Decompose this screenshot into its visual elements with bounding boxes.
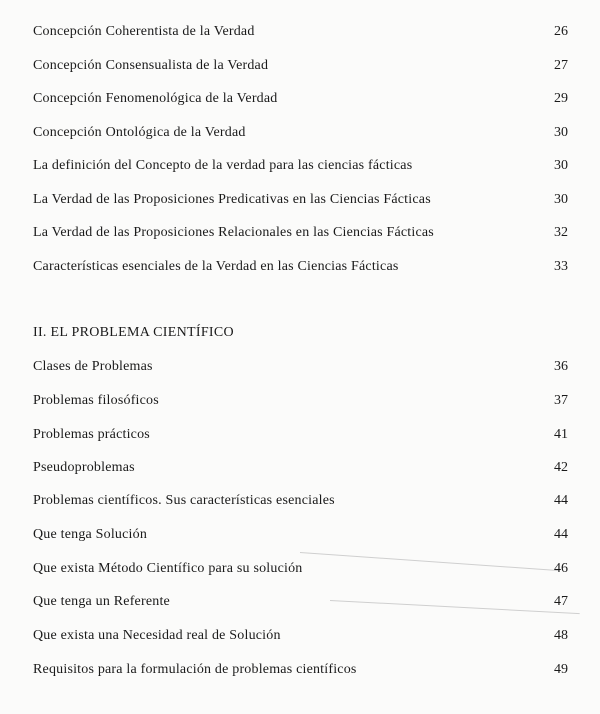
toc-entry-title: Que exista Método Científico para su solución [33, 561, 303, 576]
toc-entry [0, 158, 600, 180]
toc-entry [0, 427, 600, 449]
toc-entry [0, 460, 600, 482]
toc-entry [0, 192, 600, 214]
toc-entry-page: 27 [554, 58, 568, 73]
toc-entry-page: 46 [554, 561, 568, 576]
toc-entry-page: 33 [554, 259, 568, 274]
toc-entry-title: Concepción Fenomenológica de la Verdad [33, 91, 278, 106]
section-heading: II. EL PROBLEMA CIENTÍFICO [33, 325, 234, 340]
toc-entry-page: 47 [554, 594, 568, 609]
toc-entry-title: La Verdad de las Proposiciones Predicativas en las Ciencias Fácticas [33, 192, 431, 207]
toc-entry-title: La Verdad de las Proposiciones Relacionales en las Ciencias Fácticas [33, 225, 434, 240]
toc-entry-title: Características esenciales de la Verdad en las Ciencias Fácticas [33, 259, 399, 274]
toc-entry-page: 32 [554, 225, 568, 240]
toc-entry-page: 49 [554, 662, 568, 677]
toc-entry-title: Concepción Coherentista de la Verdad [33, 24, 255, 39]
toc-entry-page: 30 [554, 158, 568, 173]
toc-entry-title: Que tenga Solución [33, 527, 148, 542]
toc-entry [0, 594, 600, 616]
toc-entry [0, 125, 600, 147]
toc-entry-title: La definición del Concepto de la verdad para las ciencias fácticas [33, 158, 413, 173]
toc-entry-page: 36 [554, 359, 568, 374]
toc-entry-page: 41 [554, 427, 568, 442]
toc-entry-page: 48 [554, 628, 568, 643]
toc-entry-page: 44 [554, 527, 568, 542]
toc-entry-title: Concepción Consensualista de la Verdad [33, 58, 269, 73]
toc-entry-page: 37 [554, 393, 568, 408]
toc-entry-page: 26 [554, 24, 568, 39]
toc-entry-page: 30 [554, 192, 568, 207]
toc-entry [0, 359, 600, 381]
toc-entry-page: 30 [554, 125, 568, 140]
toc-entry [0, 259, 600, 281]
toc-entry-title: Problemas prácticos [33, 427, 150, 442]
toc-entry-title: Clases de Problemas [33, 359, 153, 374]
toc-entry [0, 493, 600, 515]
toc-entry-title: Que tenga un Referente [33, 594, 170, 609]
toc-entry [0, 24, 600, 46]
toc-entry-title: Problemas científicos. Sus características esenciales [33, 493, 335, 508]
toc-entry [0, 91, 600, 113]
toc-entry-title: Problemas filosóficos [33, 393, 159, 408]
toc-entry-page: 44 [554, 493, 568, 508]
toc-entry-title: Concepción Ontológica de la Verdad [33, 125, 246, 140]
toc-entry-page: 42 [554, 460, 568, 475]
toc-entry [0, 561, 600, 583]
toc-entry-page: 29 [554, 91, 568, 106]
toc-entry [0, 662, 600, 684]
toc-entry [0, 628, 600, 650]
toc-entry-title: Pseudoproblemas [33, 460, 135, 475]
toc-entry [0, 527, 600, 549]
toc-entry [0, 58, 600, 80]
toc-entry-title: Que exista una Necesidad real de Solución [33, 628, 281, 643]
toc-entry [0, 225, 600, 247]
toc-entry-title: Requisitos para la formulación de problemas científicos [33, 662, 357, 677]
toc-entry [0, 393, 600, 415]
